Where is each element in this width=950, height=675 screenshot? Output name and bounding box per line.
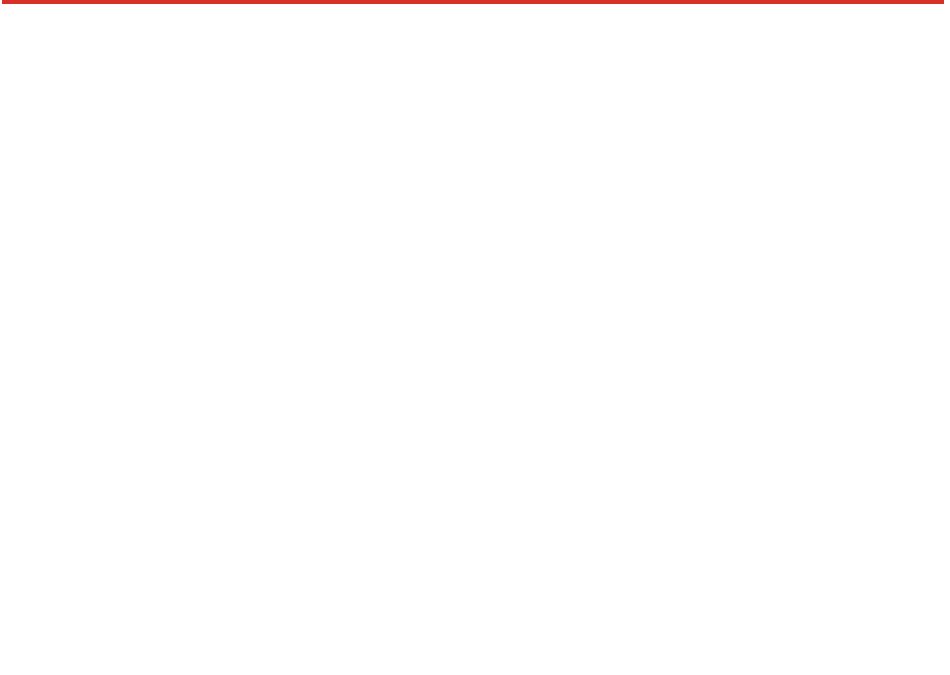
financial-section-highlight — [2, 0, 944, 4]
